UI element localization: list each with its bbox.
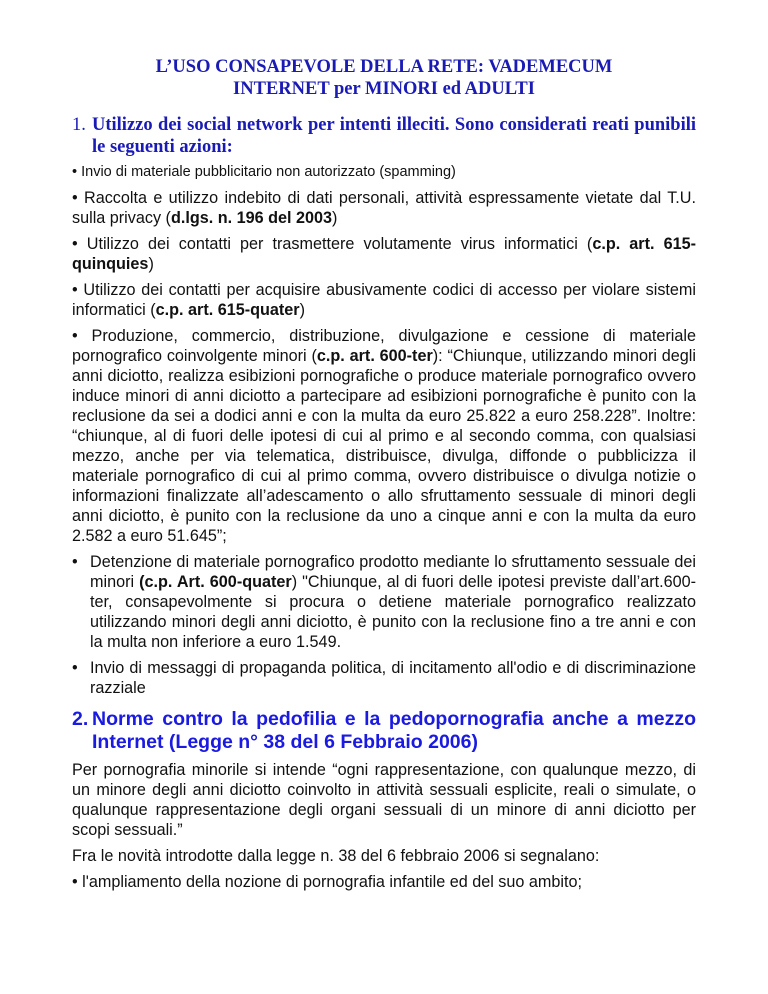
item-2-law-ref: d.lgs. n. 196 del 2003 (170, 209, 333, 227)
item-5-quote: ): “Chiunque, utilizzando minori degli anni diciotto, realizza esibizioni pornografiche o produce materiale pornografico ovvero induce minori di anni diciotto a partecipare ad esibizioni pornografiche è punito con la reclusione da sei a dodici anni e con la multa da euro 25.822 a euro 258.228”. Inoltre: “chiunque, al di fuori delle ipotesi di cui al primo e al secondo comma, con qualsiasi mezzo, anche per via telematica, distribuisce, divulga, diffonde o pubblicizza il materiale pornografico di cui al primo comma, ovvero distribuisce o divulga notizie o informazioni finalizzate all’adescamento o allo sfruttamento sessuale di minori degli anni diciotto, è punito con la reclusione da uno a cinque anni e con la multa da euro 2.582 a euro 51.645”; (72, 347, 696, 545)
item-6-quote: ) "Chiunque, al di fuori delle ipotesi previste dall’art.600-ter, consapevolmente si procura o detiene materiale pornografico realizzato utilizzando minori degli anni diciotto, è punito con la reclusione fino a tre anni e con la multa non inferiore a euro 1.549. (90, 573, 697, 651)
item-6-text: Detenzione di materiale pornografico prodotto mediante lo sfruttamento sessuale dei minori (90, 553, 696, 591)
item-4-law-ref: c.p. art. 615-quater (155, 301, 300, 319)
item-5-law-ref: c.p. art. 600-ter (316, 347, 433, 365)
section-2-paragraph-3: • l'ampliamento della nozione di pornografia infantile ed del suo ambito; (72, 873, 582, 891)
title-line-2: INTERNET per MINORI ed ADULTI (233, 79, 535, 99)
document-title (72, 56, 696, 100)
section-1-item-2 (72, 188, 696, 228)
section-1-item-6 (72, 552, 696, 652)
bullet-icon: • (72, 659, 78, 677)
section-2-number: 2. (72, 708, 89, 730)
bullet-icon: • (72, 553, 78, 571)
section-2-paragraph-1: Per pornografia minorile si intende “ogni rappresentazione, con qualunque mezzo, di un minore degli anni diciotto coinvolto in attività sessuali esplicite, reali o simulate, o qualunque rappresentazione degli organi sessuali di un minore di anni diciotto per scopi sessuali.” (72, 761, 696, 839)
item-2-text: • Raccolta e utilizzo indebito di dati personali, attività espressamente vietate dal T.U. sulla privacy ( (72, 189, 696, 227)
item-5-text: • Produzione, commercio, distribuzione, divulgazione e cessione di materiale pornografico coinvolgente minori ( (72, 327, 696, 365)
section-2-heading-text: Norme contro la pedofilia e la pedopornografia anche a mezzo Internet (Legge n° 38 del 6 Febbraio 2006) (92, 708, 696, 753)
item-6-body (90, 552, 696, 652)
document-page (72, 56, 696, 898)
item-3-law-ref: c.p. art. 615-quinquies (72, 235, 696, 273)
item-3-close: ) (148, 255, 154, 273)
section-1-heading (72, 114, 696, 158)
section-2-heading (72, 708, 696, 754)
title-line-1: L’USO CONSAPEVOLE DELLA RETE: VADEMECUM (155, 57, 613, 77)
item-4-close: ) (299, 301, 305, 319)
section-1-item-5 (72, 326, 696, 546)
section-2-paragraph-2: Fra le novità introdotte dalla legge n. 38 del 6 febbraio 2006 si segnalano: (72, 847, 600, 865)
section-1-item-7 (72, 658, 696, 698)
item-3-text: • Utilizzo dei contatti per trasmettere volutamente virus informatici ( (72, 235, 593, 253)
section-1-item-3 (72, 234, 696, 274)
item-2-close: ) (332, 209, 338, 227)
section-1-number: 1. (72, 115, 86, 135)
item-7-text: Invio di messaggi di propaganda politica, di incitamento all'odio e di discriminazione razziale (90, 659, 696, 697)
item-6-law-ref: (c.p. Art. 600-quater (139, 573, 292, 591)
section-1-heading-text: Utilizzo dei social network per intenti illeciti. Sono considerati reati punibili le seguenti azioni: (92, 115, 696, 157)
section-1-item-4 (72, 280, 696, 320)
section-1-item-1: • Invio di materiale pubblicitario non autorizzato (spamming) (72, 164, 456, 180)
item-4-text: • Utilizzo dei contatti per acquisire abusivamente codici di accesso per violare sistemi informatici ( (72, 281, 696, 319)
